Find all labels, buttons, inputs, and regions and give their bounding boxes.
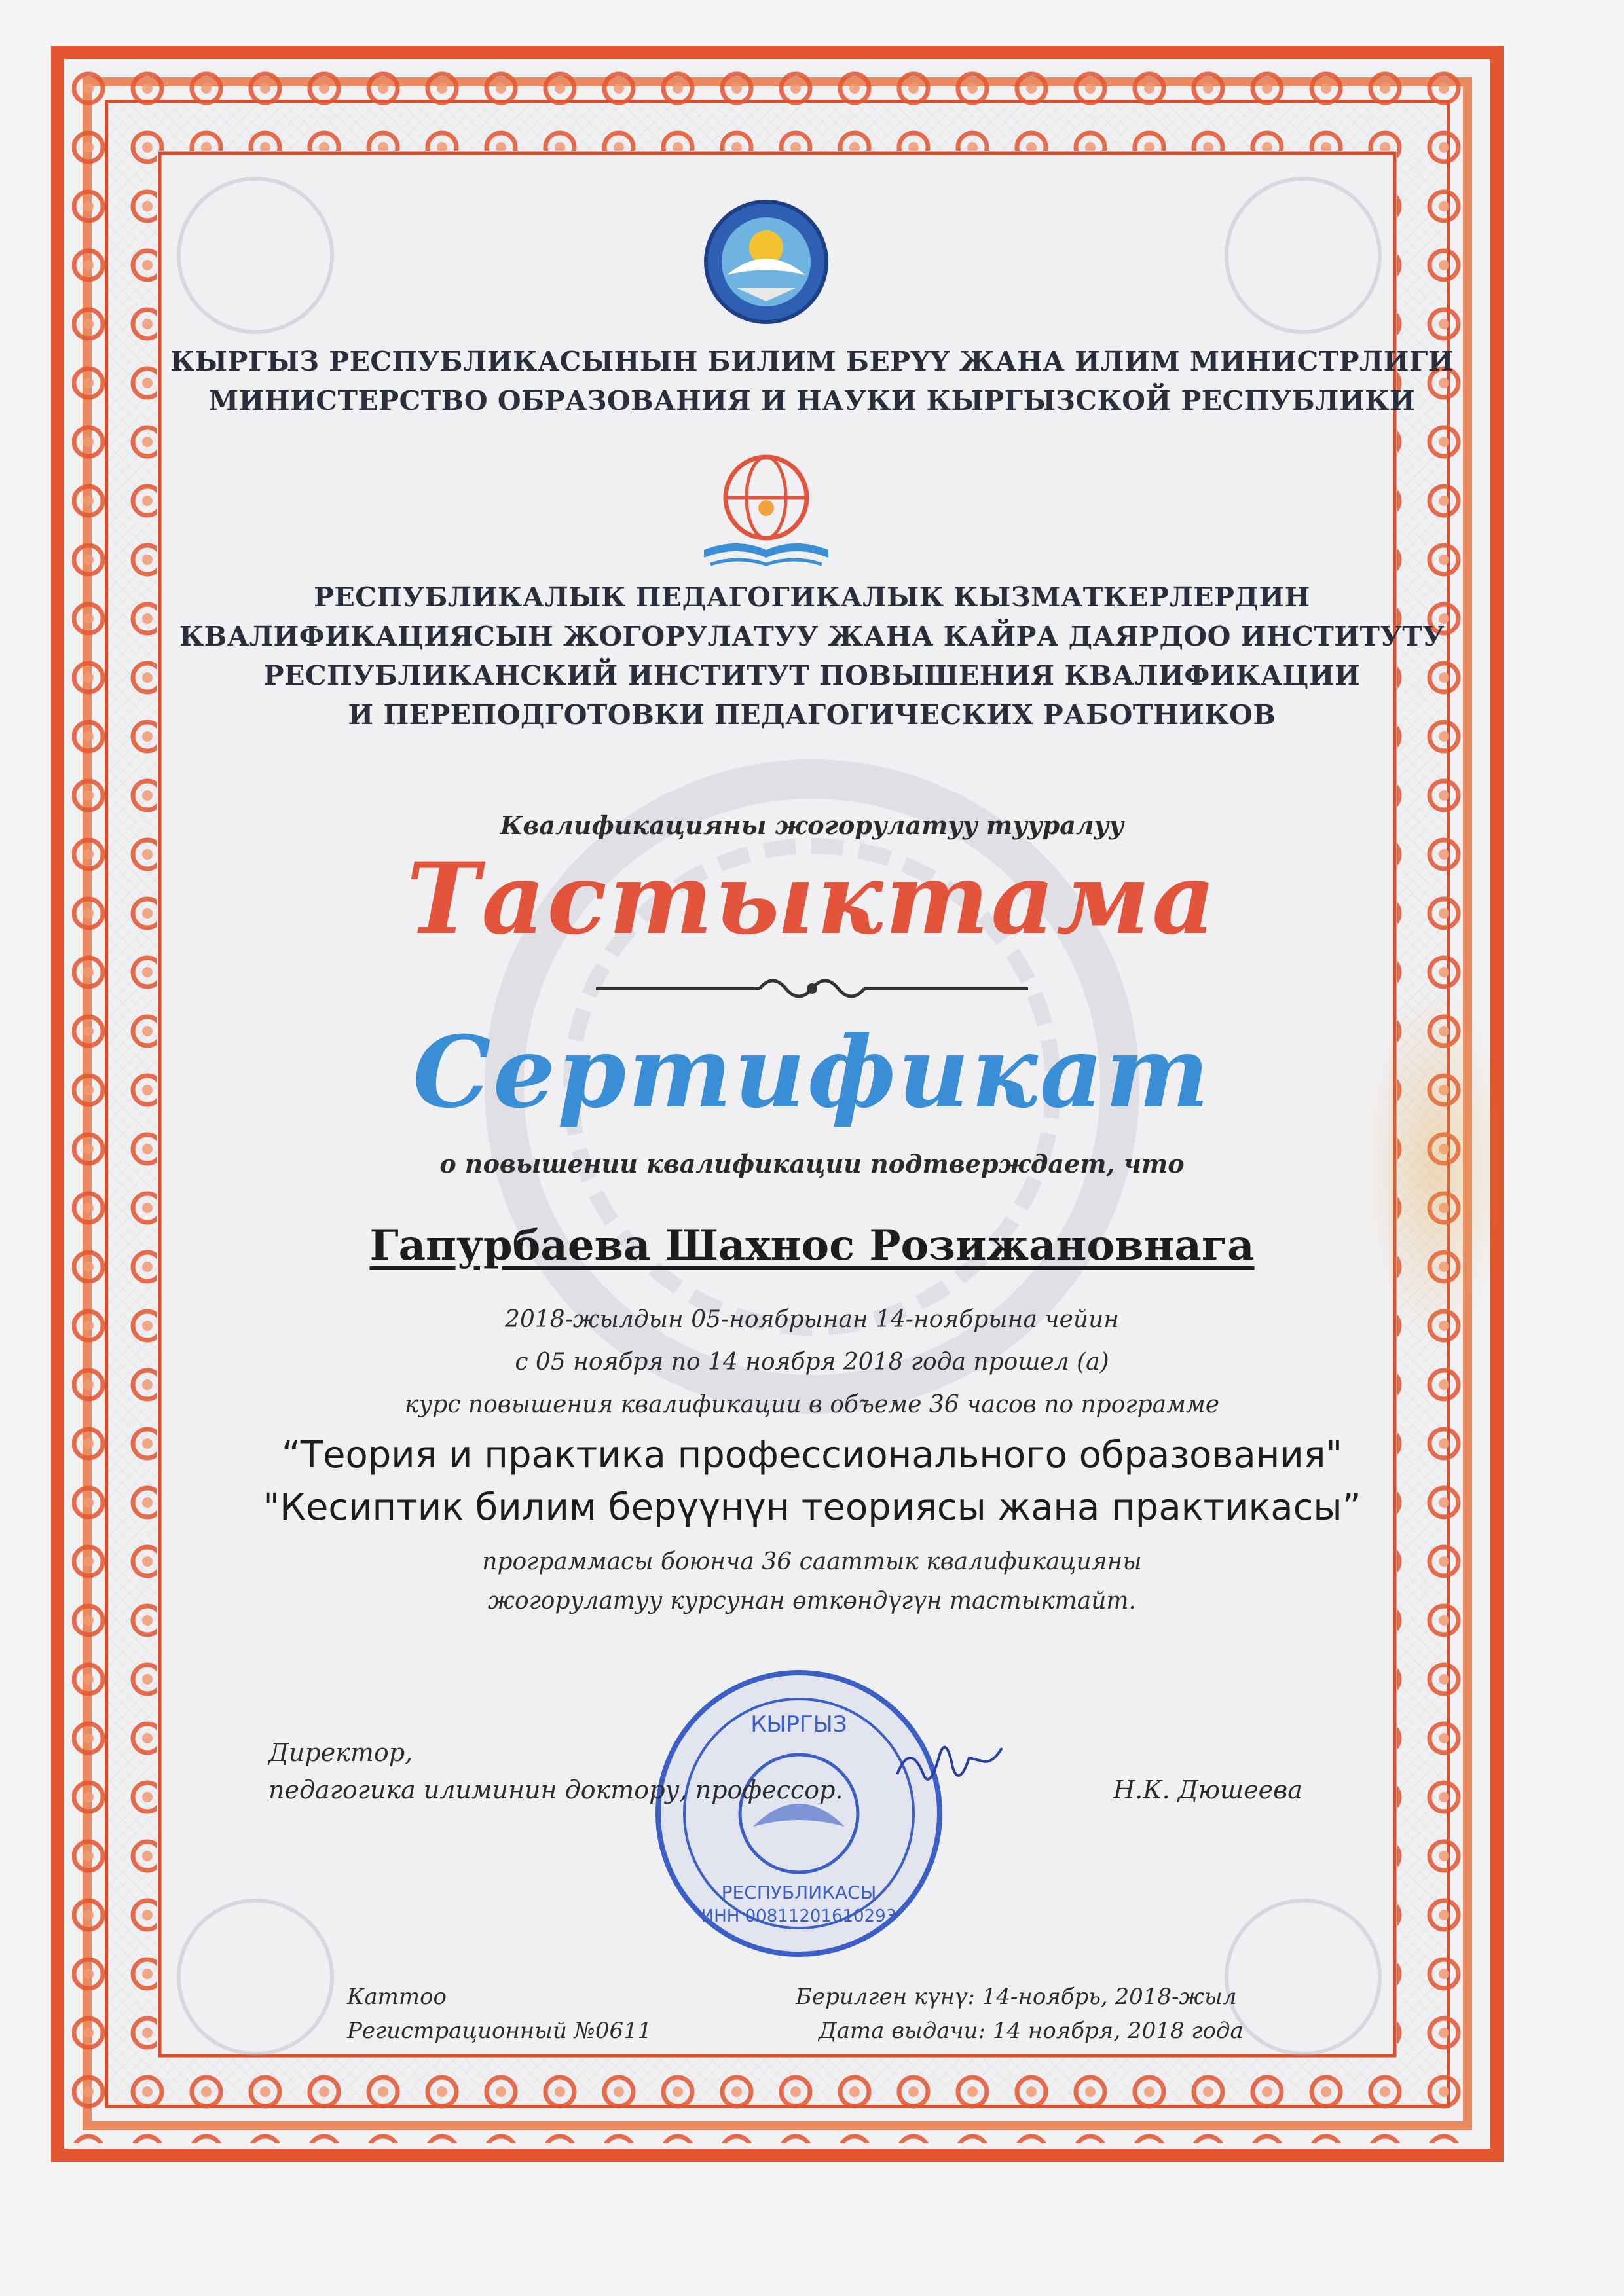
kyrgyz-state-emblem-icon: [701, 196, 832, 327]
confirmation-ky-line-2: жогорулатуу курсунан өткөндүгүн тастыктайт.: [488, 1588, 1136, 1614]
recipient-name: Гапурбаева Шахнос Розижановнага: [369, 1221, 1255, 1270]
ornamental-divider-icon: [589, 969, 1035, 1008]
certificate-title-ru: Сертификат: [413, 1015, 1211, 1130]
ministry-name-ru: МИНИСТЕРСТВО ОБРАЗОВАНИЯ И НАУКИ КЫРГЫЗСКОЙ РЕСПУБЛИКИ: [208, 385, 1416, 416]
issue-date-ky: Берилген күнү: 14-ноябрь, 2018-жыл: [796, 1984, 1237, 2010]
official-round-stamp-icon: [648, 1663, 950, 1964]
institute-name-line-4: И ПЕРЕПОДГОТОВКИ ПЕДАГОГИЧЕСКИХ РАБОТНИКОВ: [348, 699, 1276, 731]
confirmation-ky-line-1: программасы боюнча 36 сааттык квалификацияны: [482, 1548, 1142, 1575]
certificate-subtitle-ru: о повышении квалификации подтверждает, что: [439, 1149, 1185, 1178]
course-dates-ru: с 05 ноября по 14 ноября 2018 года прошел (а): [515, 1349, 1109, 1376]
stamp-top-text: КЫРГЫЗ: [750, 1711, 847, 1738]
program-title-ru: “Теория и практика профессионального образования": [281, 1434, 1343, 1476]
course-description-ru: курс повышения квалификации в объеме 36 часов по программе: [404, 1391, 1220, 1418]
registration-label-ky: Каттоо: [347, 1984, 447, 2010]
certificate-title-ky: Тастыктама: [406, 841, 1218, 957]
institute-name-line-2: КВАЛИФИКАЦИЯСЫН ЖОГОРУЛАТУУ ЖАНА КАЙРА ДАЯРДОО ИНСТИТУТУ: [179, 621, 1445, 652]
signer-name: Н.К. Дюшеева: [1113, 1776, 1302, 1804]
program-title-ky: "Кесиптик билим берүүнүн теориясы жана практикасы”: [263, 1486, 1361, 1529]
stamp-bottom-text: РЕСПУБЛИКАСЫ: [721, 1882, 877, 1903]
signature-position: педагогика илиминин доктору, профессор.: [268, 1776, 843, 1804]
certificate-subtitle-ky: Квалификацияны жогорулатуу тууралуу: [500, 811, 1124, 840]
registration-number: Регистрационный №0611: [347, 2018, 652, 2044]
stamp-inn-text: ИНН 00811201610293: [701, 1906, 897, 1926]
institute-name-line-1: РЕСПУБЛИКАЛЫК ПЕДАГОГИКАЛЫК КЫЗМАТКЕРЛЕРДИН: [314, 581, 1310, 613]
institute-name-line-3: РЕСПУБЛИКАНСКИЙ ИНСТИТУТ ПОВЫШЕНИЯ КВАЛИФИКАЦИИ: [263, 660, 1361, 691]
signature-director-label: Директор,: [268, 1738, 413, 1767]
institute-globe-book-logo-icon: [691, 452, 841, 576]
handwritten-signature-icon: [891, 1728, 1008, 1800]
course-dates-ky: 2018-жылдын 05-ноябрынан 14-ноябрына чейин: [504, 1306, 1120, 1333]
issue-date-ru: Дата выдачи: 14 ноября, 2018 года: [819, 2018, 1244, 2044]
ministry-name-ky: КЫРГЫЗ РЕСПУБЛИКАСЫНЫН БИЛИМ БЕРҮҮ ЖАНА ИЛИМ МИНИСТРЛИГИ: [170, 346, 1454, 377]
